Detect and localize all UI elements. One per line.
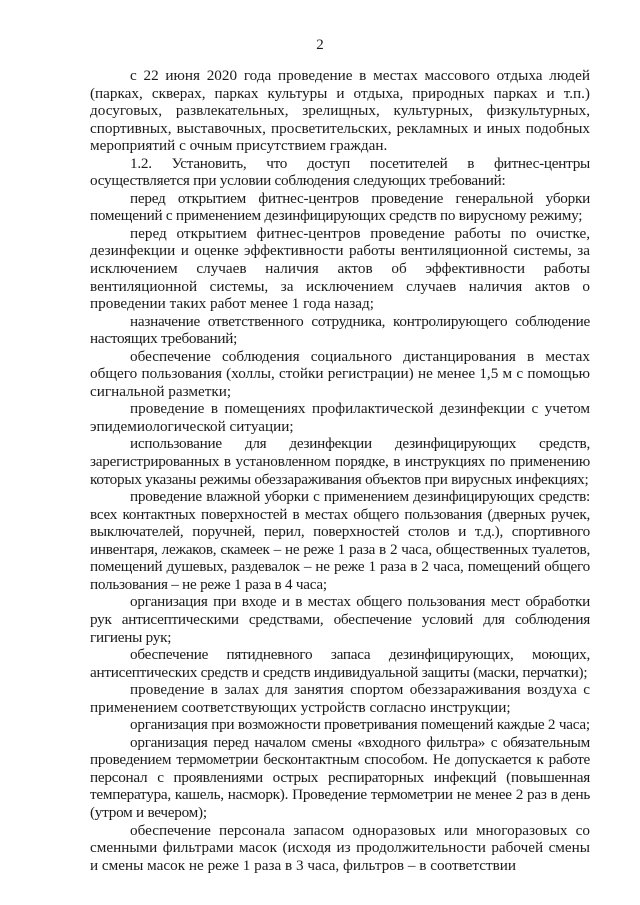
page-number: 2 [316,37,324,53]
paragraph-ventilation-airing: организация при возможности проветривания помещений каждые 2 часа; [130,716,590,734]
paragraph-mass-events-ban: с 22 июня 2020 года проведение в местах массового отдыха людей (парках, скверах, парках культуры и отдыха, природных парках и т.п.) досуговых, развлекательных, зрелищных, культурных, физкультурных, спортивных, выставочных, просветительских, рекламных и иных подобных мероприятий с очным присутствием граждан. [90,67,590,155]
paragraph-disinfectant-usage: использование для дезинфекции дезинфицирующих средств, зарегистрированных в установленном порядке, в инструкциях по применению которых указаны режимы обеззараживания объектов при вирусных инфекциях; [90,435,590,488]
paragraph-preventive-disinfection: проведение в помещениях профилактической дезинфекции с учетом эпидемиологической ситуации; [90,400,590,435]
paragraph-ventilation-check: перед открытием фитнес-центров проведение работы по очистке, дезинфекции и оценке эффективности работы вентиляционной системы, за исключением случаев наличия актов об эффективности работы вентиляционной системы, за исключением случаев наличия актов о проведении таких работ менее 1 года назад; [90,224,590,313]
paragraph-mask-supply: обеспечение персонала запасом одноразовых или многоразовых со сменными фильтрами масок (исходя из продолжительности рабочей смены и смены масок не реже 1 раза в 3 часа, фильтров – в соответствии [90,821,590,874]
paragraph-wet-cleaning: проведение влажной уборки с применением дезинфицирующих средств: всех контактных поверхностей в местах общего пользования (дверных ручек, выключателей, поручней, перил, поверхностей столов и т.д.), спортивного инвентаря, лежаков, скамеек – не реже 1 раза в 2 часа, общественных туалетов, помещений душевых, раздевалок – не реже 1 раза в 2 часа, помещений общего пользования – не реже 1 раза в 4 часа; [90,488,590,593]
paragraph-supply-reserve: обеспечение пятидневного запаса дезинфицирующих, моющих, антисептических средств и средств индивидуальной защиты (маски, перчатки); [90,646,590,681]
paragraph-air-disinfection: проведение в залах для занятия спортом обеззараживания воздуха с применением соответствующих устройств согласно инструкции; [90,681,590,716]
paragraph-social-distancing: обеспечение соблюдения социального дистанцирования в местах общего пользования (холлы, стойки регистрации) не менее 1,5 м с помощью сигнальной разметки; [90,347,590,400]
paragraph-fitness-access-conditions: 1.2. Установить, что доступ посетителей в фитнес-центры осуществляется при условии соблюдения следующих требований: [90,154,590,190]
paragraph-responsible-employee: назначение ответственного сотрудника, контролирующего соблюдение настоящих требований; [90,312,590,348]
paragraph-general-cleaning: перед открытием фитнес-центров проведение генеральной уборки помещений с применением дезинфицирующих средств по вирусному режиму; [90,189,590,225]
paragraph-hand-hygiene: организация при входе и в местах общего пользования мест обработки рук антисептическими средствами, обеспечение условий для соблюдения гигиены рук; [90,593,590,646]
document-body [90,67,590,874]
paragraph-entry-filter: организация перед началом смены «входного фильтра» с обязательным проведением термометрии бесконтактным способом. Не допускается к работе персонал с проявлениями острых респираторных инфекций (повышенная температура, кашель, насморк). Проведение термометрии не менее 2 раз в день (утром и вечером); [90,733,590,821]
